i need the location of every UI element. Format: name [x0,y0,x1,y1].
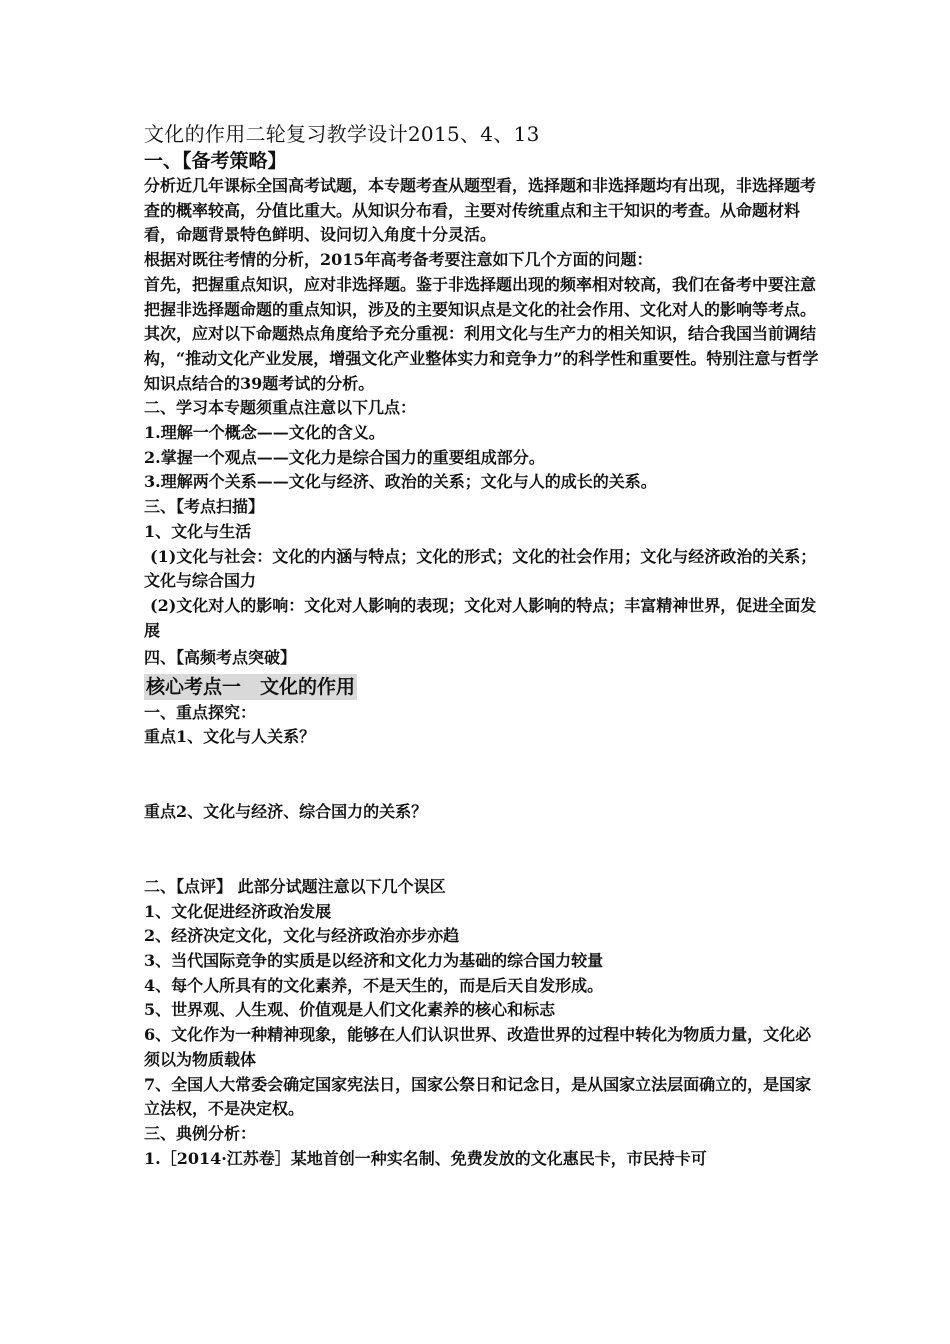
section-heading-strategy: 一、【备考策略】 [144,150,287,172]
strategy-paragraph-3: 首先，把握重点知识，应对非选择题。鉴于非选择题出现的频率相对较高，我们在备考中要注意把握非选择题命题的重点知识，涉及的主要知识点是文化的社会作用、文化对人的影响等考点。 [144,274,817,319]
example-item: 1.［2014·江苏卷］某地首创一种实名制、免费发放的文化惠民卡，市民持卡可 [144,1148,707,1168]
focus-item: 1.理解一个概念——文化的含义。 [144,423,385,443]
example-heading: 三、典例分析： [144,1123,257,1143]
explore-heading: 一、重点探究： [144,702,257,722]
document-body [144,120,824,1171]
key-point-1: 重点1、文化与人关系？ [144,727,316,747]
review-item: 6、文化作为一种精神现象，能够在人们认识世界、改造世界的过程中转化为物质力量，文化必须以为物质载体 [144,1025,812,1069]
core-point-highlight: 核心考点一 文化的作用 [146,676,356,699]
review-item: 7、全国人大常委会确定国家宪法日，国家公祭日和记念日，是从国家立法层面确立的，是国家立法权，不是决定权。 [144,1074,812,1119]
section-heading-breakthrough: 四、【高频考点突破】 [144,648,297,668]
scan-subheading: 1、文化与生活 [144,521,252,541]
key-point-2: 重点2、文化与经济、综合国力的关系？ [144,802,428,822]
strategy-paragraph-2: 根据对既往考情的分析，2015年高考备考要注意如下几个方面的问题： [144,250,653,270]
strategy-paragraph-1: 分析近几年课标全国高考试题，本专题考查从题型看，选择题和非选择题均有出现，非选择题考查的概率较高，分值比重大。从知识分布看，主要对传统重点和主干知识的考查。从命题材料看，命题背景特色鲜明、设问切入角度十分灵活。 [144,176,817,245]
section-heading-scan: 三、【考点扫描】 [144,497,265,517]
focus-item: 2.掌握一个观点——文化力是综合国力的重要组成部分。 [144,447,545,467]
review-item: 2、经济决定文化，文化与经济政治亦步亦趋 [144,926,460,946]
focus-item: 3.理解两个关系——文化与经济、政治的关系；文化与人的成长的关系。 [144,472,657,492]
section-heading-focus: 二、学习本专题须重点注意以下几点： [144,398,417,418]
review-item: 5、世界观、人生观、价值观是人们文化素养的核心和标志 [144,1000,556,1020]
review-item: 1、文化促进经济政治发展 [144,901,332,921]
review-heading: 二、【点评】 此部分试题注意以下几个误区 [144,876,446,896]
document-title: 文化的作用二轮复习教学设计2015、4、13 [144,122,540,146]
scan-item: (1)文化与社会：文化的内涵与特点；文化的形式；文化的社会作用；文化与经济政治的关系；文化与综合国力 [144,546,817,591]
review-item: 4、每个人所具有的文化素养，不是天生的，而是后天自发形成。 [144,975,604,995]
review-item: 3、当代国际竞争的实质是以经济和文化力为基础的综合国力较量 [144,950,604,970]
scan-item: (2)文化对人的影响：文化对人影响的表现；文化对人影响的特点；丰富精神世界，促进全面发展 [144,595,817,640]
strategy-paragraph-4: 其次，应对以下命题热点角度给予充分重视：利用文化与生产力的相关知识，结合我国当前调结构，“推动文化产业发展，增强文化产业整体实力和竞争力”的科学性和重要性。特别注意与哲学知识点结合的39题考试的分析。 [144,324,819,393]
